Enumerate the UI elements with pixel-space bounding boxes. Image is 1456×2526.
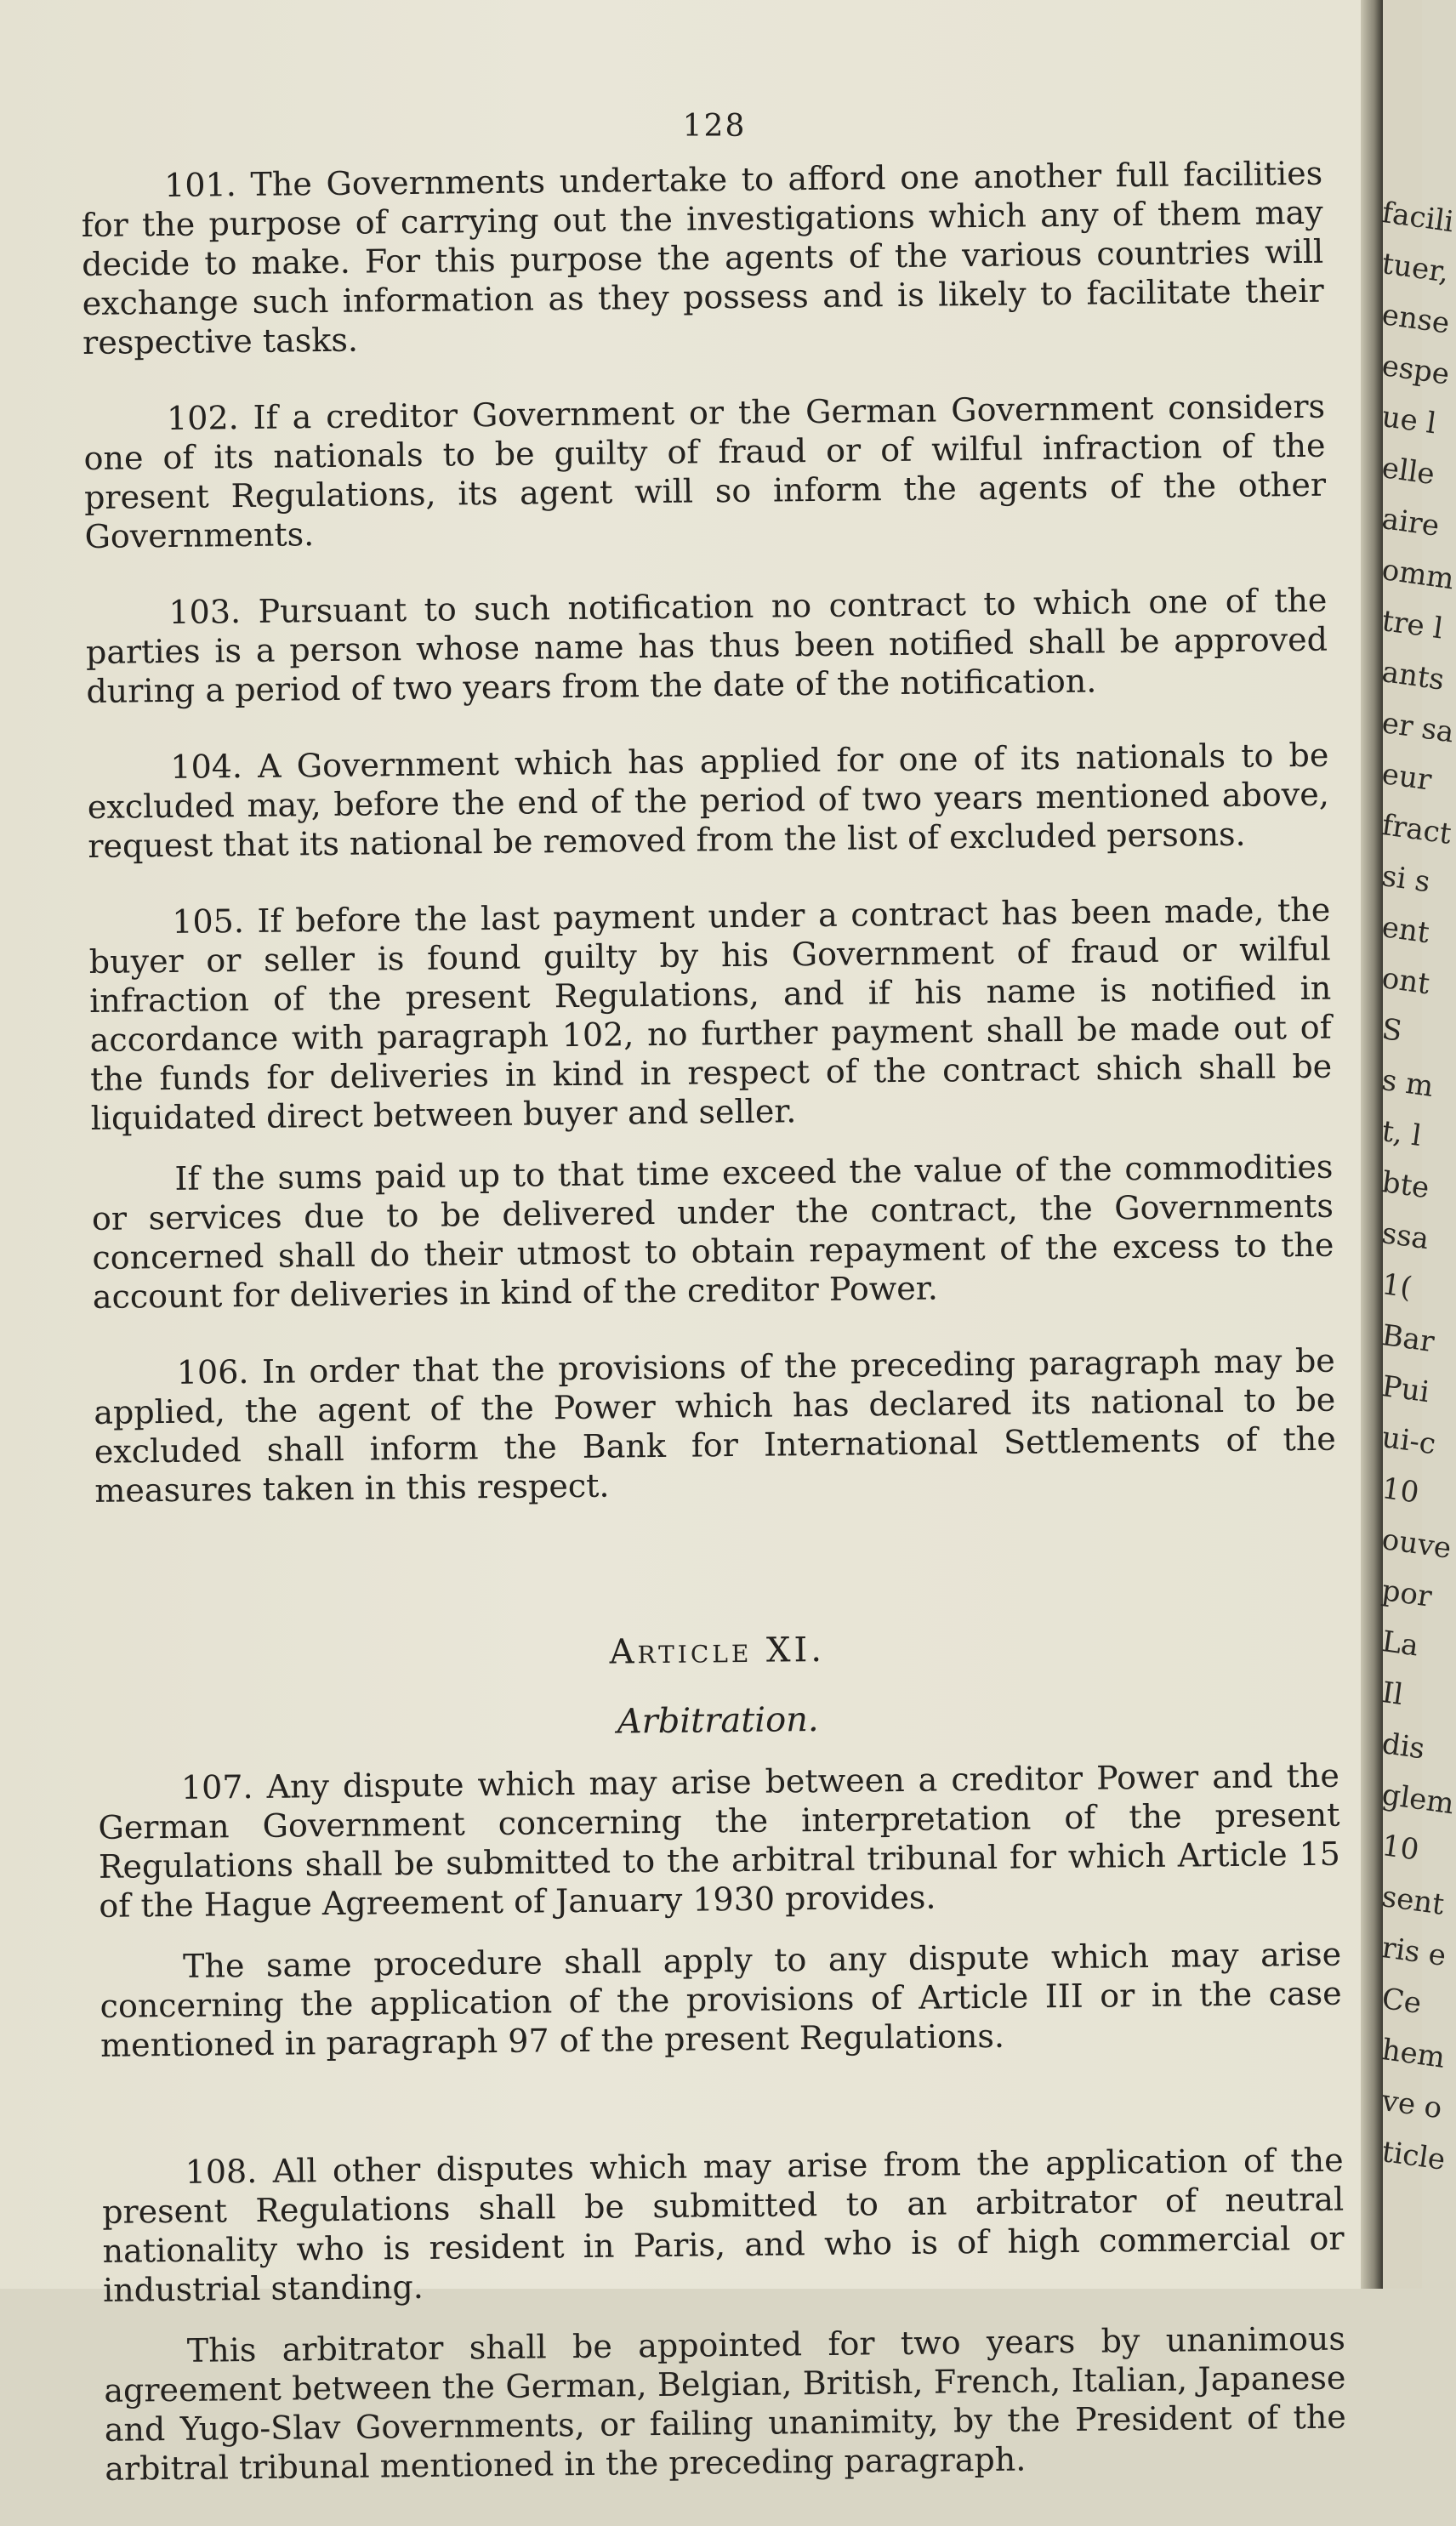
facing-page-fragment: ont: [1379, 961, 1432, 1002]
paragraph-105-continued: If the sums paid up to that time exceed the value of the commodities or services due to be delivered under the contract, the Governments concerned shall do their utmost to obtain repayment of the excess to the account for deliveries in kind of the creditor Power.: [91, 1147, 1334, 1316]
facing-page-edge: [1379, 0, 1456, 2289]
facing-page-fragment: glem: [1379, 1778, 1456, 1822]
facing-page-fragment: aire: [1379, 502, 1442, 544]
facing-page-fragment: t, l: [1379, 1114, 1424, 1154]
facing-page-fragment: ui-c: [1379, 1420, 1438, 1462]
facing-page-fragment: ense: [1379, 298, 1452, 341]
facing-page-fragment: La: [1379, 1624, 1421, 1664]
facing-page-fragment: fract: [1379, 808, 1454, 851]
paragraph-text: 105. If before the last payment under a contract has been made, the buyer or seller is found guilty by his Government of fraud or wilful infraction of the present Regulations, and if his name is notified in accordance with paragraph 102, no further payment shall be made out of the funds for deliveries in kind in respect of the contract shich shall be liquidated direct between buyer and seller.: [88, 890, 1333, 1137]
facing-page-fragment: omm: [1379, 553, 1456, 597]
paragraph-108-continued: This arbitrator shall be appointed for two years by unanimous agreement between the German, Belgian, British, French, Italian, Japanese and Yugo-Slav Governments, or failing unanimity, by the President of the arbitral tribunal mentioned in the preceding paragraph.: [104, 2319, 1347, 2488]
facing-page-fragment: hem: [1379, 2033, 1447, 2075]
facing-page-fragment: S: [1379, 1012, 1405, 1049]
facing-page-fragment: ssa: [1379, 1216, 1431, 1257]
facing-page-fragment: ve o: [1379, 2084, 1444, 2126]
facing-page-fragment: 10: [1379, 1471, 1421, 1510]
paragraph-text: 102. If a creditor Government or the German Government considers one of its nationals to be guilty of fraud or of wilful infraction of the present Regulations, its agent will so inform the agents of the other Governments.: [83, 387, 1327, 555]
facing-page-fragment: tre l: [1379, 604, 1446, 646]
facing-page-fragment: s m: [1379, 1063, 1436, 1105]
paragraph-107: [98, 1756, 1341, 1926]
paragraph-text: 108. All other disputes which may arise from the application of the present Regulations shall be submitted to an arbitrator of neutral nationality who is resident in Paris, and who is of high commercial or industrial standing.: [101, 2141, 1345, 2309]
article-heading: Article XI.: [609, 1630, 826, 1672]
facing-page-fragment: 10: [1379, 1829, 1421, 1868]
paragraph-text: 104. A Government which has applied for one of its nationals to be excluded may, before the end of the period of two years mentioned above, request that its national be removed from the list of excluded persons.: [87, 736, 1330, 865]
facing-page-fragment: ants: [1379, 655, 1447, 697]
paragraph-104: [87, 736, 1329, 866]
paragraph-101: [81, 154, 1324, 362]
facing-page-fragment: bte: [1379, 1165, 1432, 1206]
facing-page-fragment: er sa: [1379, 706, 1456, 750]
paragraph-103: [85, 581, 1328, 711]
facing-page-fragment: espe: [1379, 349, 1452, 392]
facing-page-fragment: ent: [1379, 910, 1432, 951]
facing-page-fragment: ticle: [1379, 2135, 1447, 2177]
paragraph-text: 107. Any dispute which may arise between a creditor Power and the German Government concerning the interpretation of the present Regulations shall be submitted to the arbitral tribunal for which Article 15 of the Hague Agreement of January 1930 provides.: [98, 1756, 1341, 1925]
paragraph-text: 106. In order that the provisions of the preceding paragraph may be applied, the agent of the Power which has declared its national to be excluded shall inform the Bank for International Settlements of the measures taken in this respect.: [94, 1341, 1336, 1510]
facing-page-fragment: facili: [1379, 196, 1456, 240]
facing-page-fragment: ouve: [1379, 1522, 1453, 1566]
facing-page-fragment: 1(: [1379, 1267, 1414, 1306]
paragraph-106: [94, 1341, 1337, 1510]
paragraph-text: 103. Pursuant to such notification no contract to which one of the parties is a person whose name has thus been notified shall be approved during a period of two years from the date of the notification.: [85, 581, 1328, 710]
paragraph-105: [88, 890, 1333, 1138]
facing-page-fragment: elle: [1379, 451, 1437, 492]
facing-page-fragment: Ce: [1379, 1982, 1424, 2022]
facing-page-fragment: si s: [1379, 859, 1433, 900]
facing-page-fragment: por: [1379, 1573, 1434, 1614]
facing-page-fragment: Bar: [1379, 1318, 1436, 1360]
paragraph-text: 101. The Governments undertake to afford one another full facilities for the purpose of carrying out the investigations which any of them may decide to make. For this purpose the agents of the various countries will exchange such information as they possess and is likely to facilitate their respective tasks.: [81, 154, 1324, 361]
article-subheading: Arbitration.: [617, 1700, 819, 1742]
paragraph-107-continued: The same procedure shall apply to any dispute which may arise concerning the application of the provisions of Article III or in the case mentioned in paragraph 97 of the present Regulations.: [100, 1935, 1342, 2064]
facing-page-fragment: sent: [1379, 1880, 1447, 1922]
facing-page-fragment: eur: [1379, 757, 1434, 798]
facing-page-fragment: ue l: [1379, 400, 1439, 441]
page-body: [81, 154, 1347, 2526]
facing-page-fragment: Pui: [1379, 1369, 1432, 1410]
page-number: 128: [682, 109, 747, 144]
facing-page-fragment: dis: [1379, 1727, 1427, 1766]
facing-page-fragment: Il: [1379, 1675, 1406, 1712]
facing-page-fragment: tuer,: [1379, 247, 1452, 290]
paragraph-108: [101, 2141, 1345, 2310]
facing-page-fragment: ris e: [1379, 1931, 1448, 1974]
paragraph-102: [83, 387, 1327, 556]
